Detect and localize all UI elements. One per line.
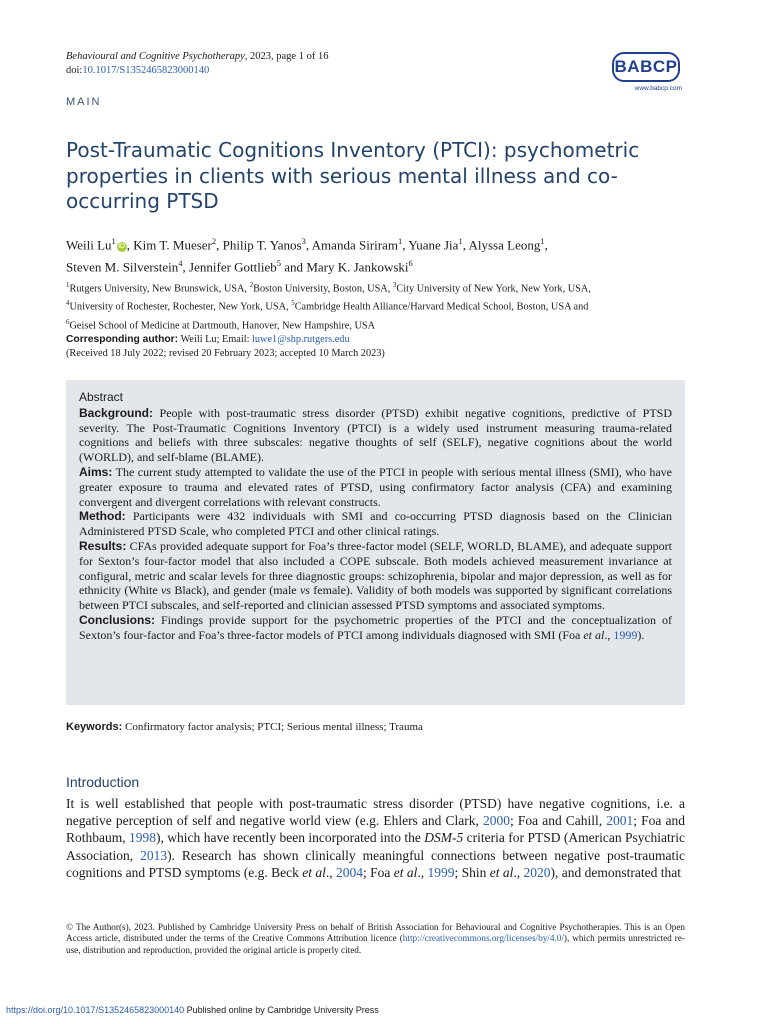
intro-text: ; Shin (454, 864, 490, 880)
affiliation: City University of New York, New York, USA, (396, 283, 591, 295)
copyright-notice (66, 922, 685, 956)
doi-prefix: doi: (66, 65, 83, 76)
etal: et al (393, 864, 418, 880)
author: Alyssa Leong (468, 237, 541, 253)
etal: et al (583, 627, 605, 642)
citation-link[interactable]: 1998 (129, 830, 157, 846)
results-text: CFAs provided adequate support for Foa’s three-factor model (SELF, WORLD, BLAME), and adequate support for Sexton’s four-factor model that also included a COPE subscale. Both models achieved measurement invariance at configural, metric and scalar levels for three diagnostic groups: schizophrenia, bipolar and major depression, as well as for ethnicity (White (79, 538, 672, 598)
author-sup: 5 (276, 258, 282, 269)
copyright-text: ), which permits unrestricted re-use, distribution and reproduction, provided the original article is properly cited. (66, 933, 685, 955)
intro-text: ), which have recently been incorporated into the (156, 830, 425, 846)
affiliation: Boston University, Boston, USA, (253, 283, 393, 295)
author: Weili Lu (66, 237, 112, 253)
journal-header (66, 50, 328, 78)
abstract-results (79, 539, 672, 613)
citation-link[interactable]: 2013 (140, 847, 168, 863)
citation-link[interactable]: 2000 (483, 813, 510, 829)
conclusions-text: ., (604, 627, 614, 642)
conclusions-label: Conclusions: (79, 612, 156, 627)
published-footer (6, 1005, 379, 1015)
affiliation: Rutgers University, New Brunswick, USA, (69, 283, 250, 295)
author-sup: 2 (211, 236, 217, 246)
method-text: Participants were 432 individuals with SMI and co-occurring PTSD diagnosis based on the Clinician Administered PTSD Scale, who completed PTCI and other clinical ratings. (79, 509, 672, 539)
results-text: Black), and gender (male (170, 583, 300, 598)
intro-text: ; Foa and Rothbaum, (66, 813, 685, 846)
citation-link[interactable]: 2004 (336, 864, 363, 880)
license-link[interactable]: http://creativecommons.org/licenses/by/4.0/ (402, 933, 564, 944)
author: Philip T. Yanos (222, 237, 302, 253)
method-label: Method: (79, 509, 126, 524)
results-vs: vs (160, 583, 171, 598)
conclusions-text: ). (637, 627, 645, 642)
keywords (66, 721, 423, 733)
abstract-aims (79, 465, 672, 509)
background-label: Background: (79, 405, 154, 420)
author-sup: 1 (111, 236, 116, 246)
intro-text: ). Research has shown clinically meaningful connections between negative post-traumatic cognitions and PTSD symptoms (e.g. Beck (66, 847, 685, 880)
abstract-conclusions (79, 613, 672, 643)
corresponding-email[interactable]: luwe1@shp.rutgers.edu (252, 334, 350, 346)
author: Steven M. Silverstein (66, 259, 179, 275)
section-label: MAIN (66, 96, 102, 108)
author-sup: 6 (408, 258, 413, 269)
author: Mary K. Jankowski (306, 259, 409, 275)
results-vs: vs (299, 583, 310, 598)
author-list: Weili Lu$^1$iD , Kim T. Mueser$^2$, Philip T. Yanos$^3$, Amanda Siriram$^1$, Yuane Jia$^1$, Alyssa Leong$^1$, Steven M. Silverstein$^4$, Jennifer Gottlieb$^5$ and Mary K. Jankowski$^6$ (66, 236, 548, 275)
author-sup: 1 (397, 236, 403, 246)
abstract-box (66, 380, 685, 705)
abstract-background (79, 406, 672, 465)
background-text: People with post-traumatic stress disorder (PTSD) exhibit negative cognitions, predictive of PTSD severity. The Post-Traumatic Cognitions Inventory (PTCI) is a widely used instrument measuring trauma-related cognitions and beliefs with three subscales: negative thoughts of self (SELF), negative cognitions about the world (WORLD), and self-blame (BLAME). (79, 405, 672, 465)
aims-text: The current study attempted to validate the use of the PTCI in people with serious mental illness (SMI), who have greater exposure to trauma and elevated rates of PTSD, using confirmatory factor analysis (CFA) and examining convergent and divergent correlations with relevant constructs. (79, 464, 672, 509)
author: Yuane Jia (408, 237, 459, 253)
affil-sup: 5 (291, 299, 295, 308)
author: Amanda Siriram (311, 237, 398, 253)
intro-text: ., (325, 864, 336, 880)
introduction-paragraph (66, 795, 685, 881)
intro-text: criteria for PTSD (American Psychiatric Association, (66, 830, 685, 863)
results-label: Results: (79, 538, 127, 553)
affil-sup: 2 (249, 281, 254, 289)
abstract-heading: Abstract (79, 390, 124, 404)
intro-text: ; Foa (363, 864, 394, 880)
copyright-text: © The Author(s), 2023. Published by Cambridge University Press on behalf of British Association for Behavioural and Cognitive Psychotherapies. This is an Open Access article, distributed under the terms of the Creative Commons Attribution licence ( (66, 922, 685, 944)
citation-link[interactable]: 2001 (606, 813, 634, 829)
published-text: Published online by Cambridge University Press (184, 1005, 379, 1015)
citation-link[interactable]: 1999 (427, 864, 455, 880)
received-dates: (Received 18 July 2022; revised 20 February 2023; accepted 10 March 2023) (66, 348, 385, 359)
doi-link[interactable]: 10.1017/S1352465823000140 (82, 65, 210, 76)
author-sup: 1 (458, 236, 463, 246)
footer-doi-link[interactable]: https://doi.org/10.1017/S1352465823000140 (6, 1005, 185, 1015)
affil-sup: 4 (66, 299, 70, 308)
etal: et al (489, 864, 514, 880)
citation-link[interactable]: 1999 (613, 627, 638, 642)
affil-sup: 3 (392, 281, 397, 289)
intro-text: ), and demonstrated that (550, 864, 681, 880)
citation-link[interactable]: 2020 (523, 864, 551, 880)
article-title: Post-Traumatic Cognitions Inventory (PTCI): psychometric properties in clients with serious mental illness and co-occurring PTSD (66, 138, 640, 213)
affiliation: Geisel School of Medicine at Dartmouth, Hanover, New Hampshire, USA (69, 320, 376, 332)
author: Kim T. Mueser (133, 237, 212, 253)
author: Jennifer Gottlieb (189, 259, 277, 275)
intro-text: It is well established that people with post-traumatic stress disorder (PTSD) have negative cognitions, i.e. a negative perception of self and negative world view (e.g. Ehlers and Clark, (66, 796, 685, 829)
intro-text: ., (513, 864, 524, 880)
keywords-text: Confirmatory factor analysis; PTCI; Serious mental illness; Trauma (122, 721, 423, 733)
keywords-label: Keywords: (66, 721, 123, 733)
introduction-heading: Introduction (66, 774, 140, 790)
results-text: female). Validity of both models was supported by significant correlations between PTCI subscales, and self-reported and clinician assessed PTSD symptoms and associated symptoms. (79, 583, 673, 613)
dsm-term: DSM-5 (424, 830, 464, 846)
author-and: and (284, 259, 304, 275)
corresponding-label: Corresponding author: (66, 334, 179, 346)
abstract-method (79, 509, 672, 539)
orcid-icon[interactable]: iD (118, 243, 126, 251)
babcp-logo[interactable] (612, 52, 682, 98)
intro-text: ., (417, 864, 428, 880)
affiliation: Cambridge Health Alliance/Harvard Medical School, Boston, USA and (294, 301, 589, 313)
logo-text: BABCP (612, 52, 680, 82)
journal-name: Behavioural and Cognitive Psychotherapy (66, 51, 245, 62)
conclusions-text: Findings provide support for the psychometric properties of the PTCI and the conceptualization of Sexton’s four-factor and Foa’s three-factor models of PTCI among individuals diagnosed with SMI (Foa (79, 612, 672, 642)
aims-label: Aims: (79, 464, 113, 479)
corresponding-text: Weili Lu; Email: (178, 334, 253, 346)
author-sup: 1 (540, 236, 545, 246)
affiliation: University of Rochester, Rochester, New York, USA, (69, 301, 292, 313)
author-sup: 4 (178, 258, 183, 269)
affil-sup: 1 (66, 281, 70, 289)
etal: et al (302, 864, 326, 880)
intro-text: ; Foa and Cahill, (510, 813, 607, 829)
affil-sup: 6 (66, 317, 70, 326)
journal-issue: , 2023, page 1 of 16 (244, 51, 329, 62)
affiliations (66, 278, 691, 347)
logo-url[interactable]: www.babcp.com (634, 85, 682, 92)
author-sup: 3 (301, 236, 306, 246)
